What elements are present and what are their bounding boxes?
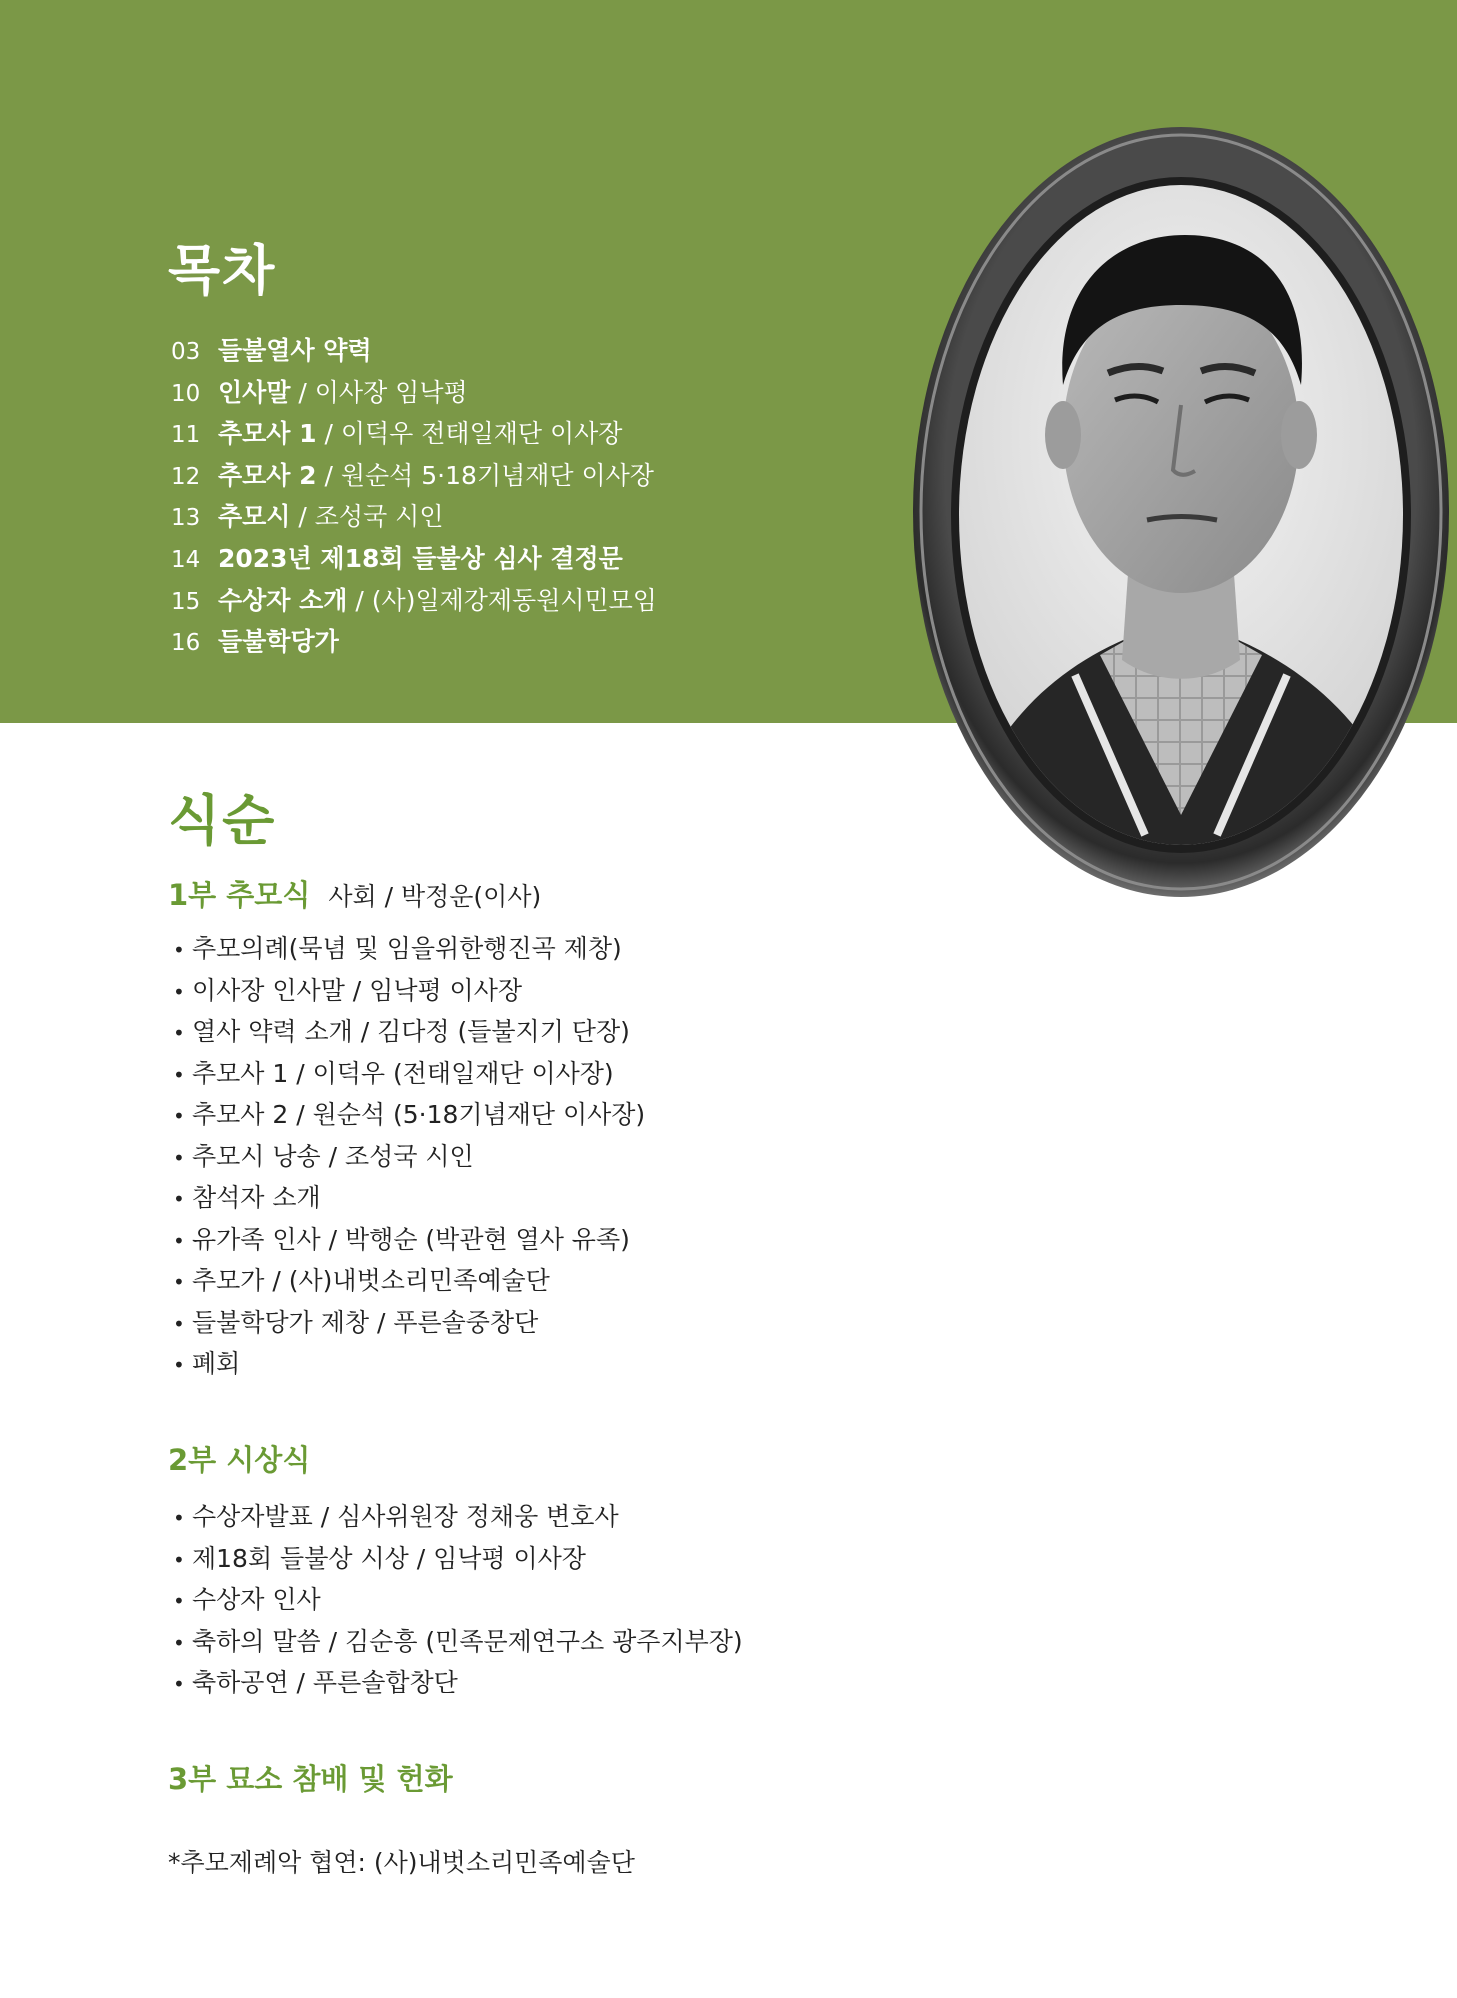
list-item: • 수상자 인사 [173, 1585, 321, 1614]
list-item: • 제18회 들불상 시상 / 임낙평 이사장 [173, 1543, 586, 1573]
toc-entry-title: 들불열사 약력 [218, 336, 372, 365]
toc-item [171, 413, 657, 455]
part3-heading [168, 1757, 453, 1798]
list-item: • 축하의 말씀 / 김순흥 (민족문제연구소 광주지부장) [173, 1626, 743, 1656]
list-item: • 추모시 낭송 / 조성국 시인 [173, 1141, 474, 1171]
toc-item [171, 538, 657, 580]
part1-heading [168, 873, 541, 914]
toc-entry-title: 인사말 [218, 377, 291, 407]
list-item: • 폐회 [173, 1349, 241, 1378]
list-item: • 추모가 / (사)내벗소리민족예술단 [173, 1266, 550, 1295]
list-item: • 추모의례(묵념 및 임을위한행진곡 제창) [173, 934, 622, 963]
program-order-title: 식순 [168, 789, 277, 852]
toc-title: 목차 [168, 239, 277, 302]
toc-entry-detail: / 조성국 시인 [290, 502, 444, 532]
toc-item [171, 372, 657, 414]
toc-item [171, 621, 657, 663]
list-item: • 참석자 소개 [173, 1183, 321, 1212]
toc-page-number: 03 [171, 339, 201, 365]
list-item: • 추모사 2 / 원순석 (5·18기념재단 이사장) [173, 1100, 646, 1129]
toc-entry-detail: / 이덕우 전태일재단 이사장 [316, 419, 623, 449]
toc-item [171, 330, 657, 372]
toc-entry-title: 추모시 [218, 502, 291, 532]
toc-page-number: 10 [171, 380, 201, 407]
toc-list [171, 330, 657, 663]
toc-entry-title: 추모사 1 [218, 419, 317, 449]
list-item: • 축하공연 / 푸른솔합창단 [173, 1668, 458, 1697]
memorial-portrait [905, 115, 1457, 910]
portrait-photo [905, 115, 1457, 910]
toc-entry-detail: / (사)일제강제동원시민모임 [347, 585, 657, 615]
part1-title: 1부 추모식 [168, 878, 311, 912]
part2-list [173, 1496, 743, 1704]
toc-entry-title: 수상자 소개 [218, 585, 348, 615]
part2-heading [168, 1438, 310, 1479]
list-item: • 이사장 인사말 / 임낙평 이사장 [173, 975, 523, 1005]
part1-host: 사회 / 박정운(이사) [328, 882, 542, 911]
toc-page-number: 16 [171, 630, 201, 657]
list-item: • 들불학당가 제창 / 푸른솔중창단 [173, 1307, 539, 1337]
part3-title: 3부 묘소 참배 및 헌화 [168, 1762, 453, 1796]
toc-entry-title: 추모사 2 [218, 460, 317, 490]
list-item: • 추모사 1 / 이덕우 (전태일재단 이사장) [173, 1058, 614, 1088]
list-item: • 열사 약력 소개 / 김다정 (들불지기 단장) [173, 1017, 630, 1046]
part2-title: 2부 시상식 [168, 1443, 311, 1477]
toc-page-number: 12 [171, 463, 201, 490]
toc-page-number: 11 [171, 422, 201, 449]
part1-list [173, 928, 645, 1385]
toc-page-number: 14 [171, 546, 201, 573]
toc-entry-title: 들불학당가 [218, 627, 339, 657]
toc-page-number: 13 [171, 505, 201, 532]
list-item: • 유가족 인사 / 박행순 (박관현 열사 유족) [173, 1224, 630, 1254]
list-item: • 수상자발표 / 심사위원장 정채웅 변호사 [173, 1502, 619, 1531]
footnote: *추모제례악 협연: (사)내벗소리민족예술단 [168, 1848, 635, 1877]
toc-entry-detail: / 원순석 5·18기념재단 이사장 [316, 460, 654, 490]
toc-entry-detail: / 이사장 임낙평 [290, 377, 468, 407]
toc-item [171, 496, 657, 538]
toc-entry-title: 2023년 제18회 들불상 심사 결정문 [218, 543, 623, 573]
toc-page-number: 15 [171, 588, 201, 615]
toc-item [171, 455, 657, 497]
toc-item [171, 580, 657, 622]
